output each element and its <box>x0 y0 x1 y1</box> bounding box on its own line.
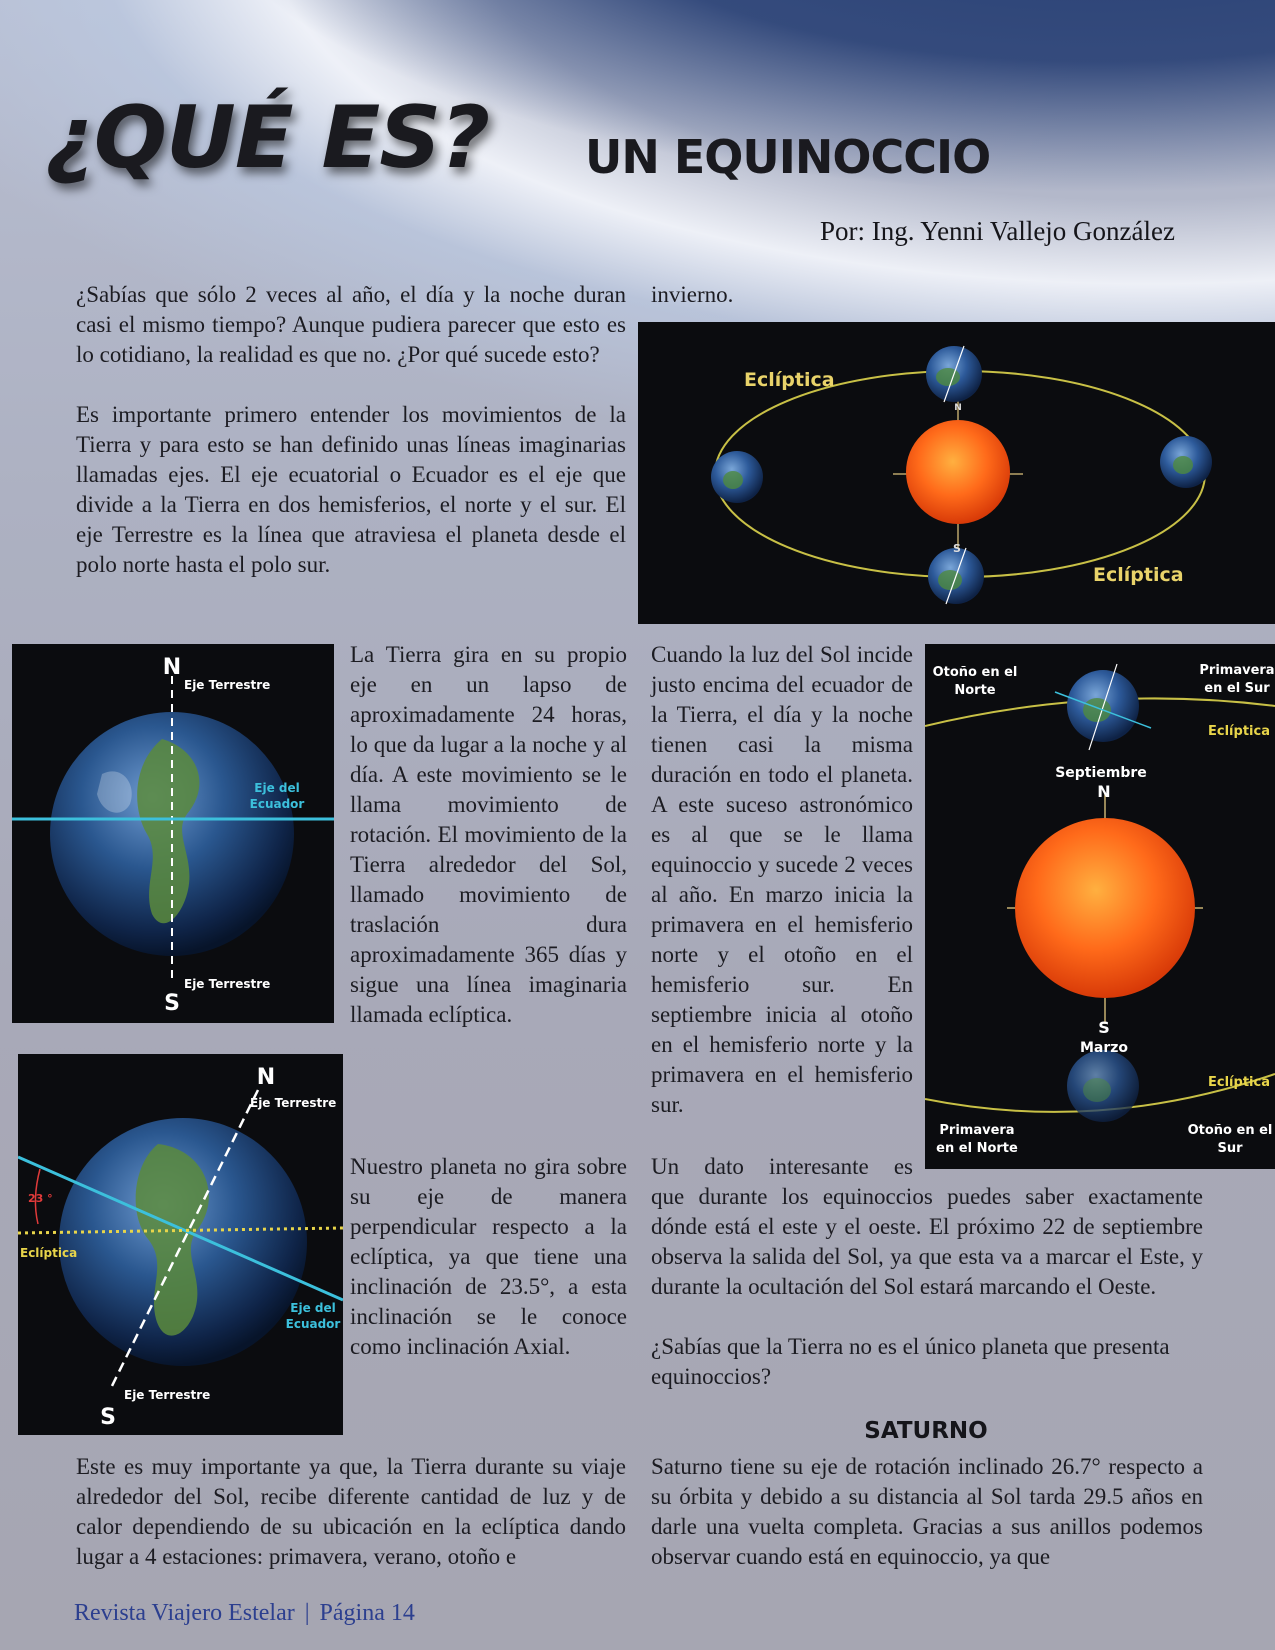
continued-text: invierno. <box>651 282 734 307</box>
axis-label: Eje Terrestre <box>250 1096 337 1110</box>
earth-icon <box>928 548 984 604</box>
season-label: Primavera <box>939 1123 1015 1138</box>
sun-icon <box>1015 818 1195 998</box>
earth-icon <box>1055 664 1151 750</box>
axial-tilt-diagram <box>18 1054 343 1435</box>
rotation-text: La Tierra gira en su propio eje en un lapso de aproximadamente 24 horas, lo que da lugar a la noche y al día. A este movimiento se le llama movimiento de rotación. El movimiento de la Tierra alrededor del Sol, llamado movimiento de traslación dura aproximadamente 365 días y sigue una línea imaginaria llamada eclíptica. <box>350 642 627 1027</box>
ecliptic-label: Eclíptica <box>1208 724 1270 739</box>
intro-paragraph-1: ¿Sabías que sólo 2 veces al año, el día y la noche duran casi el mismo tiempo? Aunque pudiera parecer que esto es lo cotidiano, la realidad es que no. ¿Por qué sucede esto? <box>76 282 626 367</box>
north-label: N <box>256 1065 276 1090</box>
footer-separator: | <box>304 1600 310 1626</box>
season-label: Otoño en el <box>1187 1123 1273 1138</box>
earth-icon <box>711 451 763 503</box>
equator-label: Ecuador <box>285 1317 341 1331</box>
orbit-south-mark: S <box>953 542 961 555</box>
month-label: Septiembre <box>1055 765 1147 781</box>
south-label: S <box>164 991 180 1016</box>
season-label: Primavera <box>1199 663 1275 678</box>
axis-label: Eje Terrestre <box>184 977 271 991</box>
ecliptic-label: Eclíptica <box>20 1246 78 1260</box>
author-byline: Por: Ing. Yenni Vallejo González <box>820 216 1175 246</box>
page-footer <box>74 1600 415 1627</box>
saturn-heading: SATURNO <box>864 1418 988 1444</box>
earth-icon <box>1160 436 1212 488</box>
ecliptic-label: Eclíptica <box>744 369 835 391</box>
season-label: Sur <box>1217 1141 1243 1156</box>
earth-icon <box>1067 1050 1139 1122</box>
intro-paragraph-2: Es importante primero entender los movimientos de la Tierra y para esto se han definido unas líneas imaginarias llamadas ejes. El eje ecuatorial o Ecuador es el eje que divide a la Tierra en dos hemisferios, el norte y el sur. El eje Terrestre es la línea que atraviesa el planeta desde el polo norte hasta el polo sur. <box>76 402 626 577</box>
page-number: Página 14 <box>319 1600 415 1626</box>
dato-first-line: Un dato interesante es <box>651 1154 913 1179</box>
month-label: Marzo <box>1079 1040 1129 1056</box>
equinox-diagram <box>925 644 1275 1169</box>
south-label: S <box>1098 1018 1110 1037</box>
axis-label: Eje Terrestre <box>184 678 271 692</box>
earth-axes-diagram <box>12 644 334 1023</box>
equator-label: Eje del <box>254 781 300 795</box>
south-label: S <box>100 1405 116 1430</box>
earth-icon <box>926 346 982 402</box>
tilt-text: Nuestro planeta no gira sobre su eje de manera perpendicular respecto a la eclíptica, ya que tiene una inclinación de 23.5°, a esta inclinación se le conoce como inclinación Axial. <box>350 1154 627 1359</box>
orbit-diagram <box>638 322 1275 624</box>
axis-label: Eje Terrestre <box>124 1388 211 1402</box>
north-label: N <box>162 655 182 680</box>
ecliptic-label: Eclíptica <box>1093 564 1184 586</box>
season-label: Norte <box>954 683 996 698</box>
north-label: N <box>1097 782 1111 801</box>
page-subtitle: UN EQUINOCCIO <box>585 130 991 184</box>
seasons-text: Este es muy importante ya que, la Tierra durante su viaje alrededor del Sol, recibe diferente cantidad de luz y de calor dependiendo de su ubicación en la eclíptica dando lugar a 4 estaciones: primavera, verano, otoño e <box>76 1454 626 1569</box>
question-text: ¿Sabías que la Tierra no es el único planeta que presenta equinoccios? <box>651 1334 1170 1389</box>
equator-label: Eje del <box>290 1301 336 1315</box>
orbit-north-mark: N <box>954 403 962 413</box>
season-label: en el Sur <box>1204 681 1270 696</box>
equator-label: Ecuador <box>249 797 305 811</box>
equinox-text: Cuando la luz del Sol incide justo encima del ecuador de la Tierra, el día y la noche tienen casi la misma duración en todo el planeta. A este suceso astronómico es al que se le llama equinoccio y sucede 2 veces al año. En marzo inicia la primavera en el hemisferio norte y el otoño en el hemisferio sur. En septiembre inicia al otoño en el hemisferio norte y la primavera en el hemisferio sur. <box>651 642 913 1117</box>
sun-icon <box>906 420 1010 524</box>
page-title: ¿QUÉ ES? <box>45 88 490 188</box>
magazine-name: Revista Viajero Estelar <box>74 1600 295 1626</box>
saturn-text: Saturno tiene su eje de rotación inclinado 26.7° respecto a su órbita y debido a su distancia al Sol tarda 29.5 años en darle una vuelta completa. Gracias a sus anillos podemos observar cuando está en equinoccio, ya que <box>651 1454 1203 1569</box>
intro-text <box>76 280 626 580</box>
ecliptic-label: Eclíptica <box>1208 1075 1270 1090</box>
tilt-angle-label: 23 ° <box>28 1192 53 1205</box>
dato-text: que durante los equinoccios puedes saber exactamente dónde está el este y el oeste. El próximo 22 de septiembre observa la salida del Sol, ya que esta va a marcar el Este, y durante la ocultación del Sol estará marcando el Oeste. <box>651 1184 1203 1299</box>
season-label: en el Norte <box>936 1141 1018 1156</box>
season-label: Otoño en el <box>932 665 1018 680</box>
